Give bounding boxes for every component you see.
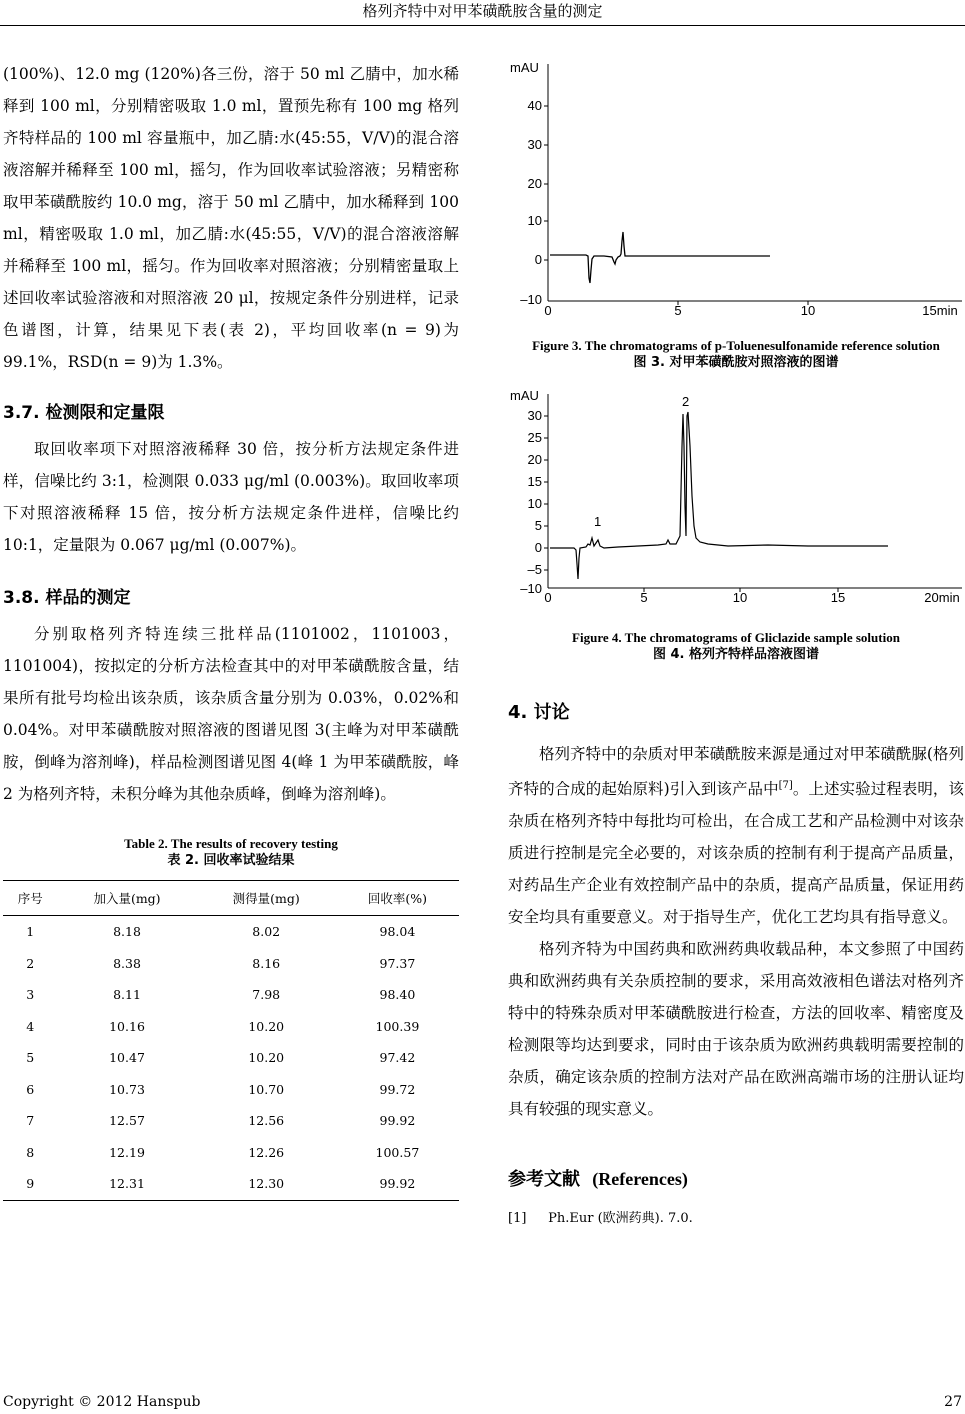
table-body [3, 916, 459, 1201]
cell-no: 1 [26, 924, 35, 940]
cell-recovery: 99.92 [336, 1168, 459, 1200]
fig4-caption-cn: 图 4. 格列齐特样品溶液图谱 [652, 647, 820, 662]
cell-added: 12.57 [109, 1113, 145, 1129]
table-row [3, 1042, 459, 1074]
cell-recovery: 98.40 [379, 987, 416, 1003]
cell-added: 8.11 [113, 987, 141, 1003]
fig3-xtick: 10 [800, 303, 816, 318]
fig4-caption-en: Figure 4. The chromatograms of Gliclazide sample solution [572, 630, 900, 645]
cell-added: 12.31 [57, 1168, 196, 1200]
table-2 [3, 836, 459, 1201]
right-column [508, 56, 964, 1226]
cell-no: 5 [26, 1050, 35, 1066]
section-4-title: 4. 讨论 [508, 702, 570, 723]
cell-recovery: 100.57 [375, 1144, 420, 1160]
cell-added: 8.38 [113, 955, 141, 971]
fig3-ytick: 40 [527, 98, 542, 113]
fig4-ytick: 5 [534, 518, 542, 533]
cell-recovery: 99.72 [379, 1081, 416, 1097]
cell-no: 9 [3, 1168, 57, 1200]
reference-1 [508, 1207, 964, 1226]
cell-added: 12.19 [109, 1144, 145, 1160]
cell-found: 10.20 [248, 1018, 285, 1034]
fig4-xtick: 10 [732, 590, 748, 605]
section-3-7-title: 3.7. 检测限和定量限 [3, 403, 165, 423]
cell-added: 10.47 [109, 1050, 145, 1066]
references-title-en: (References) [592, 1169, 688, 1190]
table-caption-cn: 表 2. 回收率试验结果 [167, 853, 295, 868]
cell-recovery: 97.37 [379, 955, 416, 971]
col-header-added: 加入量(mg) [57, 881, 196, 916]
table-row [3, 1168, 459, 1200]
footer-copyright: Copyright © 2012 Hanspub [3, 1394, 201, 1410]
cell-added: 10.73 [109, 1081, 145, 1097]
reference-1-text: Ph.Eur (欧洲药典). 7.0. [548, 1211, 693, 1227]
fig4-xtick: 5 [640, 590, 648, 605]
table-row [3, 1011, 459, 1043]
fig4-ytick: 20 [527, 452, 542, 467]
fig4-ytick: 25 [527, 430, 542, 445]
cell-recovery: 97.42 [379, 1050, 416, 1066]
header-rule [0, 25, 965, 26]
paragraph-discussion-2: 格列齐特为中国药典和欧洲药典收载品种，本文参照了中国药典和欧洲药典有关杂质控制的要求，采用高效液相色谱法对格列齐特中的特殊杂质对甲苯磺酰胺进行检查，方法的回收率、精密度及检测限等均达到要求，同时由于该杂质为欧洲药典载明需要控制的杂质，确定该杂质的控制方法对产品在欧洲高端市场的注册认证均具有较强的现实意义。 [508, 940, 964, 1119]
fig3-ytick: 20 [527, 176, 542, 191]
paragraph-recovery: (100%)、12.0 mg (120%)各三份，溶于 50 ml 乙腈中，加水稀释到 100 ml，分别精密吸取 1.0 ml，置预先称有 100 mg 格列齐特样品的 100 ml 容量瓶中，加乙腈:水(45:55，V/V)的混合溶液溶解并稀释至 100 ml，摇匀，作为回收率试验溶液；另精密称取甲苯磺酰胺约 10.0 mg，溶于 50 ml 乙腈中，加水稀释到 100 ml，精密吸取 1.0 ml，加乙腈:水(45:55，V/V)的混合溶液溶解并稀释至 100 ml，摇匀。作为回收率对照溶液；分别精密量取上述回收率试验溶液和对照溶液 20 μl，按规定条件分别进样，记录色谱图，计算，结果见下表(表 2)，平均回收率(n = 9)为 99.1%，RSD(n = 9)为 1.3%。 [3, 65, 459, 371]
citation-7: [7] [778, 780, 793, 791]
cell-no: 7 [26, 1113, 35, 1129]
running-header: 格列齐特中对甲苯磺酰胺含量的测定 [362, 2, 603, 20]
recovery-table [3, 880, 459, 1201]
fig4-xtick: 15 [830, 590, 846, 605]
fig3-ytick: –10 [520, 292, 542, 307]
col-header-recovery: 回收率(%) [336, 881, 459, 916]
references-title-cn: 参考文献 [508, 1169, 580, 1191]
discussion-text-b: 。上述实验过程表明，该杂质在格列齐特中每批均可检出，在合成工艺和产品检测中对该杂质进行控制是完全必要的，对该杂质的控制有利于提高产品质量，对药品生产企业有效控制产品中的杂质，提高产品质量，保证用药安全均具有重要意义。对于指导生产，优化工艺均具有指导意义。 [508, 780, 964, 927]
cell-found: 10.20 [248, 1050, 285, 1066]
fig4-xtick: 0 [544, 590, 552, 605]
cell-no: 4 [26, 1018, 35, 1034]
cell-no: 3 [26, 987, 35, 1003]
paragraph-lod-loq: 取回收率项下对照溶液稀释 30 倍，按分析方法规定条件进样，信噪比约 3:1，检测限 0.033 μg/ml (0.003%)。取回收率项下对照溶液稀释 15 倍，按分析方法规定条件进样，信噪比约 10:1，定量限为 0.067 μg/ml (0.007%)。 [3, 440, 459, 554]
fig4-ytick: 30 [527, 408, 542, 423]
fig4-xtick: 20min [924, 590, 960, 605]
cell-found: 10.70 [248, 1081, 285, 1097]
fig3-xtick: 15min [922, 303, 958, 318]
cell-no: 2 [26, 955, 35, 971]
figure-4-chart [508, 386, 964, 614]
footer-page-number: 27 [944, 1394, 962, 1410]
cell-recovery: 100.39 [375, 1018, 420, 1034]
cell-found: 12.26 [248, 1144, 285, 1160]
table-row [3, 1074, 459, 1106]
fig4-ytick: –10 [520, 581, 542, 596]
discussion-text-a: 格列齐特中的杂质对甲苯磺酰胺来源是通过对甲苯磺酰脲(格列齐特的合成的起始原料)引入到该产品中 [508, 745, 964, 799]
fig4-y-unit: mAU [510, 388, 539, 403]
fig3-xtick: 0 [544, 303, 552, 318]
cell-recovery: 98.04 [379, 924, 416, 940]
cell-added: 8.18 [113, 924, 141, 940]
fig4-peak-label-1: 1 [594, 514, 602, 529]
fig4-peak-label-2: 2 [682, 394, 690, 409]
table-row [3, 916, 459, 948]
table-caption-en: Table 2. The results of recovery testing [124, 836, 338, 851]
fig4-trace [550, 412, 888, 579]
paragraph-discussion-1 [508, 738, 964, 933]
table-row [3, 1105, 459, 1137]
references-title [508, 1165, 964, 1191]
fig3-trace [550, 232, 770, 283]
fig3-ytick: 30 [527, 137, 542, 152]
cell-added: 10.16 [109, 1018, 145, 1034]
fig3-ytick: 0 [534, 252, 542, 267]
fig3-ytick: 10 [527, 213, 542, 228]
table-row [3, 979, 459, 1011]
table-row [3, 948, 459, 980]
cell-found: 12.56 [248, 1113, 285, 1129]
fig3-xtick: 5 [674, 303, 682, 318]
fig4-ytick: 15 [527, 474, 542, 489]
cell-no: 8 [26, 1144, 35, 1160]
col-header-no: 序号 [3, 881, 57, 916]
col-header-found: 测得量(mg) [197, 881, 336, 916]
fig4-ytick: 10 [527, 496, 542, 511]
cell-found: 12.30 [197, 1168, 336, 1200]
fig4-ytick: –5 [527, 562, 542, 577]
cell-recovery: 99.92 [379, 1113, 416, 1129]
cell-no: 6 [26, 1081, 35, 1097]
left-column [3, 58, 459, 1201]
reference-1-number: [1] [508, 1211, 527, 1227]
table-header-row [3, 881, 459, 916]
table-row [3, 1137, 459, 1169]
figure-3-chart [508, 56, 964, 322]
cell-found: 8.16 [252, 955, 281, 971]
cell-found: 8.02 [252, 924, 281, 940]
fig4-ytick: 0 [534, 540, 542, 555]
paragraph-sample-testing: 分别取格列齐特连续三批样品(1101002，1101003，1101004)，按拟定的分析方法检查其中的对甲苯磺酰胺含量，结果所有批号均检出该杂质，该杂质含量分别为 0.03%，0.02%和 0.04%。对甲苯磺酰胺对照溶液的图谱见图 3(主峰为对甲苯磺酰胺，倒峰为溶剂峰)，样品检测图谱见图 4(峰 1 为甲苯磺酰胺，峰 2 为格列齐特，未积分峰为其他杂质峰，倒峰为溶剂峰)。 [3, 625, 459, 803]
fig3-caption-en: Figure 3. The chromatograms of p-Toluenesulfonamide reference solution [532, 338, 940, 353]
section-3-8-title: 3.8. 样品的测定 [3, 588, 131, 608]
fig3-y-unit: mAU [510, 60, 539, 75]
cell-found: 7.98 [252, 987, 281, 1003]
fig3-caption-cn: 图 3. 对甲苯磺酰胺对照溶液的图谱 [633, 355, 839, 370]
